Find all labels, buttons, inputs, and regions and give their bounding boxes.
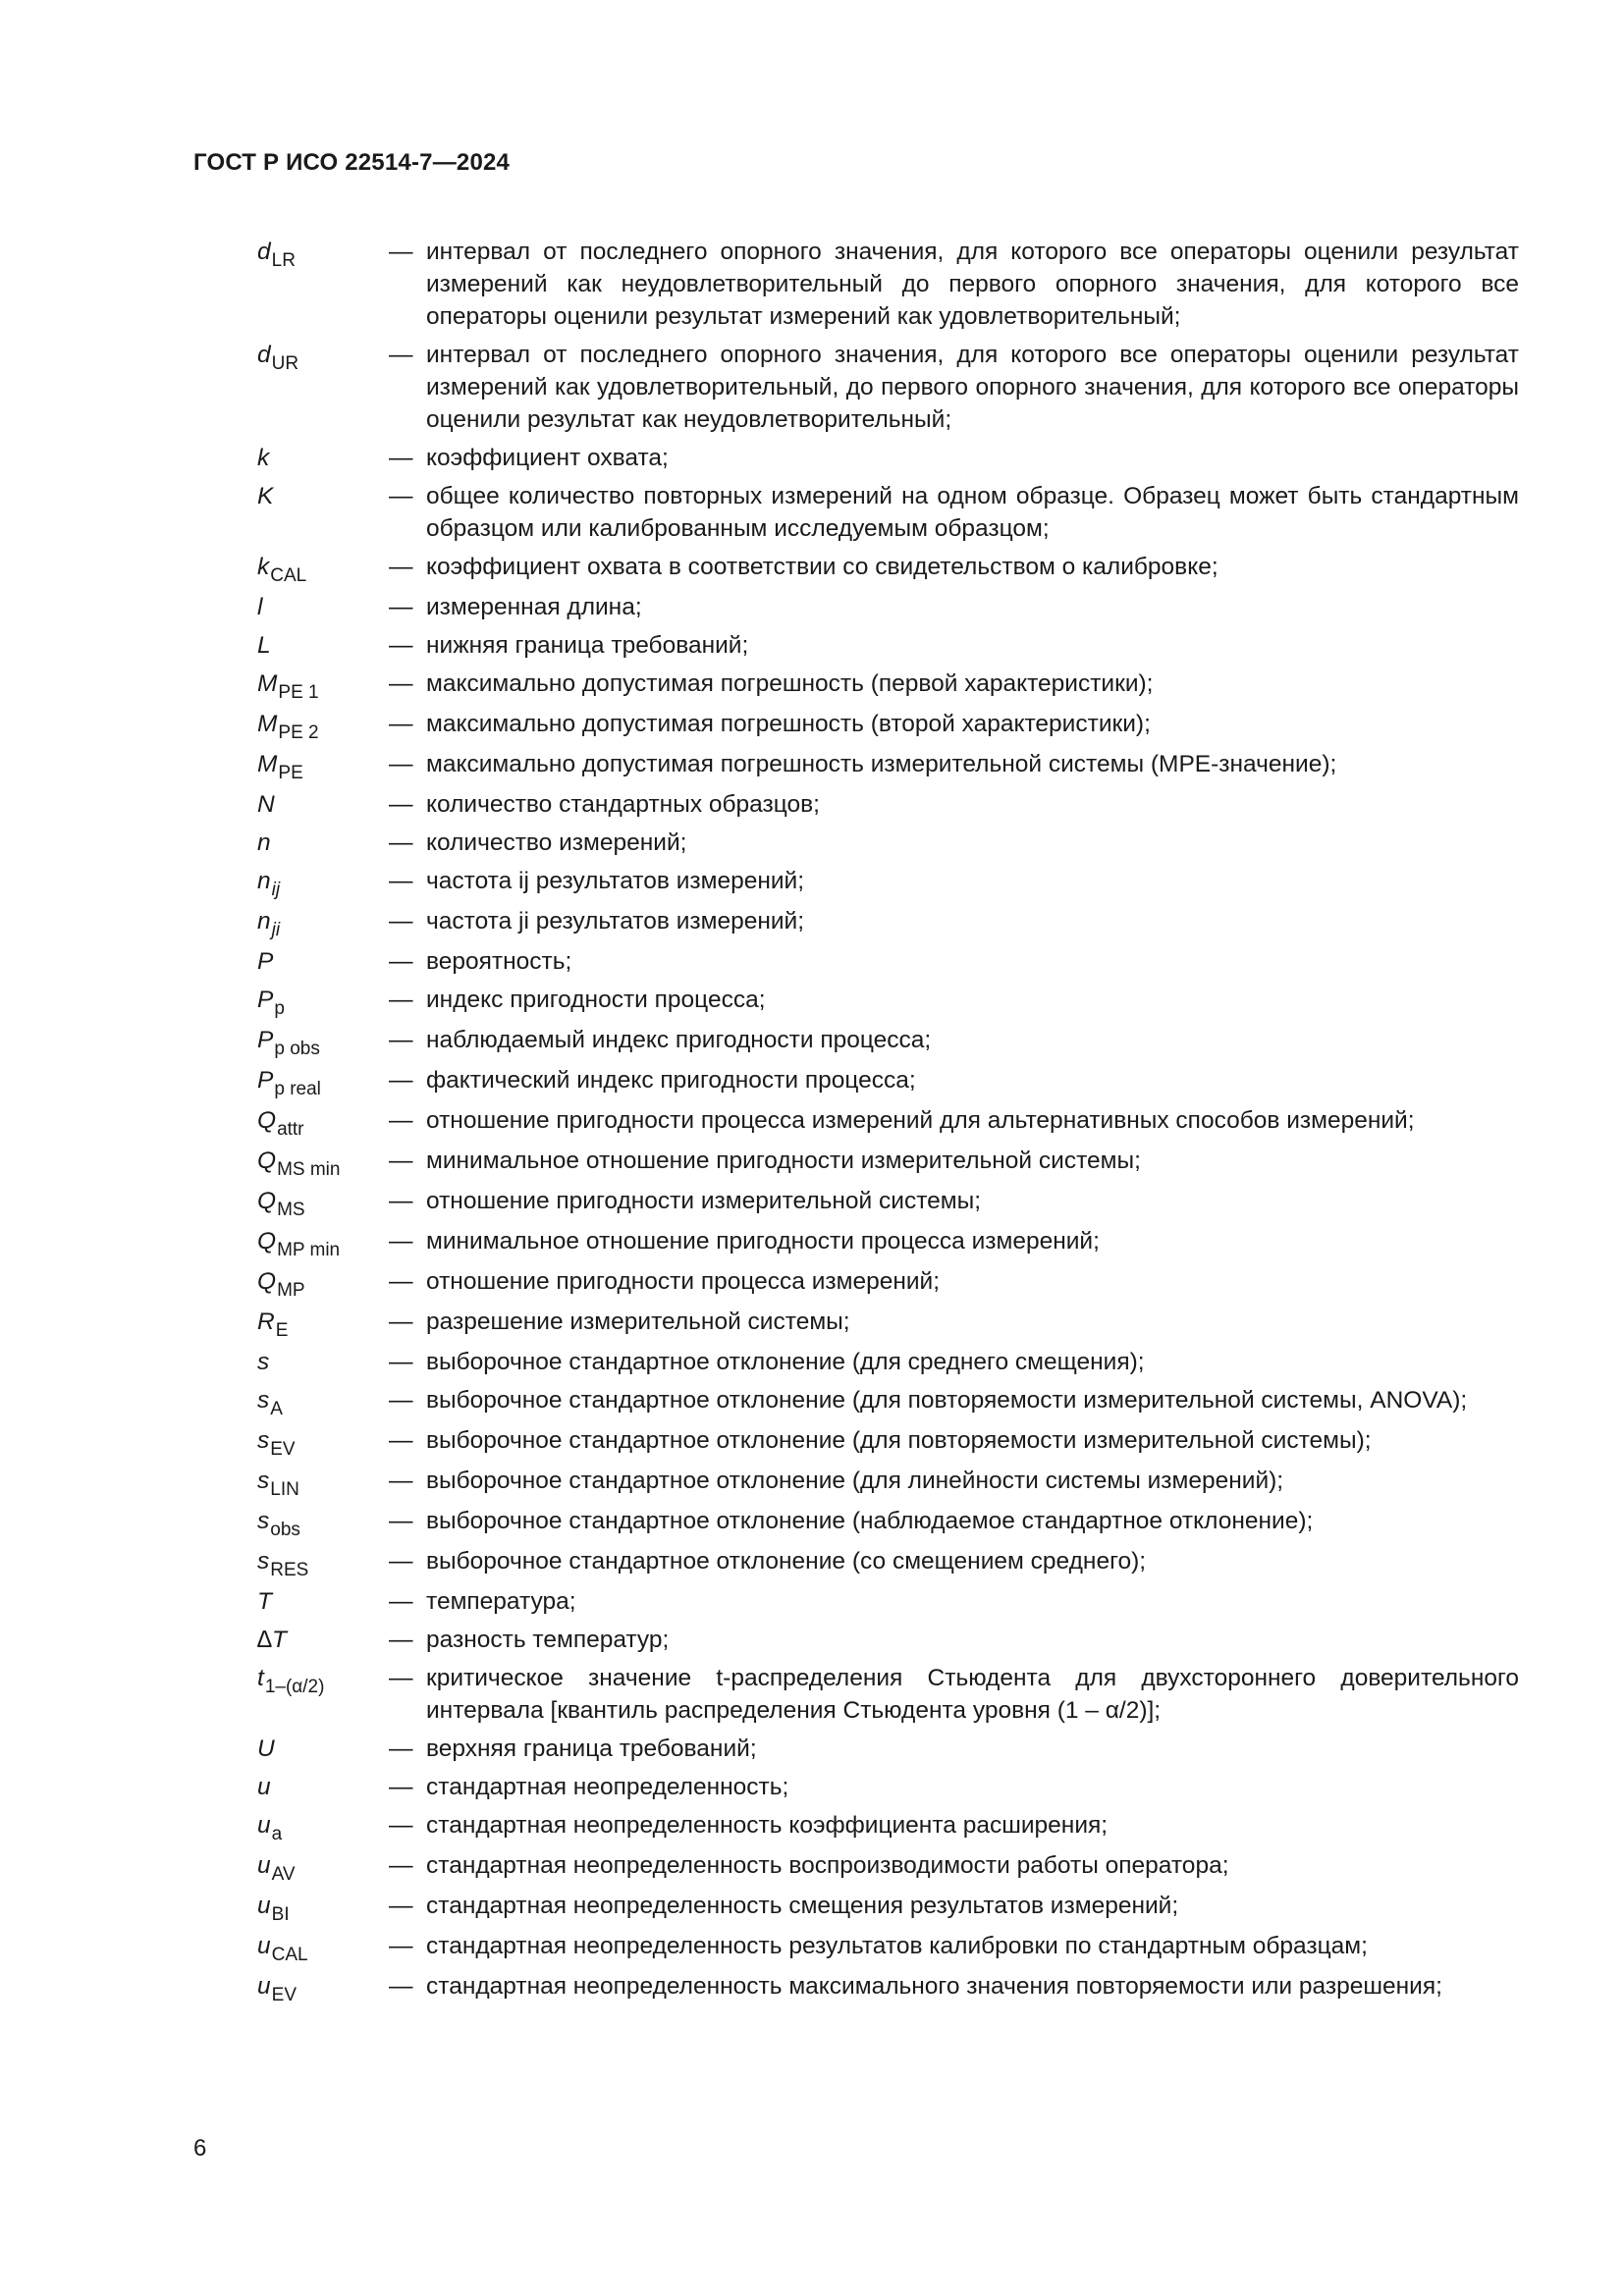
definition-text: критическое значение t-распределения Стьюдента для двухстороннего доверительного интервала [квантиль распределения Стьюдента уровня (1 – α/2)]; — [426, 1665, 1519, 1724]
definition-row — [257, 905, 1519, 939]
em-dash: — — [389, 908, 413, 934]
em-dash: — — [389, 1893, 413, 1919]
symbol-base: R — [257, 1308, 275, 1335]
definition-text: стандартная неопределенность; — [426, 1774, 789, 1800]
definition-text: наблюдаемый индекс пригодности процесса; — [426, 1027, 932, 1053]
definition-text: разрешение измерительной системы; — [426, 1308, 850, 1335]
symbol-base: Q — [257, 1268, 277, 1295]
symbol-base: N — [257, 791, 275, 818]
symbol-base: M — [257, 711, 278, 737]
definition-row — [257, 1930, 1519, 1964]
em-dash: — — [389, 829, 413, 856]
symbol-subscript: UR — [271, 353, 299, 374]
symbol-base: l — [257, 594, 263, 620]
em-dash: — — [389, 1067, 413, 1094]
em-dash: — — [389, 1735, 413, 1762]
definition-text: минимальное отношение пригодности измерительной системы; — [426, 1148, 1141, 1174]
em-dash: — — [389, 987, 413, 1013]
symbol-subscript: p — [274, 998, 285, 1019]
definition-text: максимально допустимая погрешность (первой характеристики); — [426, 670, 1154, 697]
definition-row — [257, 236, 1519, 333]
symbol — [257, 1771, 389, 1803]
definition-row — [257, 1185, 1519, 1219]
definition-row — [257, 1306, 1519, 1340]
symbol-subscript: EV — [270, 1439, 296, 1460]
symbol-subscript: PE 2 — [278, 722, 319, 743]
definition-row — [257, 865, 1519, 899]
definition-row — [257, 945, 1519, 978]
symbol-base: P — [257, 1027, 274, 1053]
symbol — [257, 1545, 389, 1579]
symbol — [257, 1465, 389, 1499]
symbol-base: u — [257, 1812, 271, 1839]
symbol — [257, 1849, 389, 1884]
definition-text: выборочное стандартное отклонение (наблюдаемое стандартное отклонение); — [426, 1508, 1314, 1534]
em-dash: — — [389, 1973, 413, 2000]
symbol — [257, 865, 389, 899]
definition-text: стандартная неопределенность максимального значения повторяемости или разрешения; — [426, 1973, 1442, 2000]
symbol-base: d — [257, 239, 271, 265]
em-dash: — — [389, 1812, 413, 1839]
symbol — [257, 629, 389, 662]
definition-text: разность температур; — [426, 1627, 670, 1653]
em-dash: — — [389, 483, 413, 509]
em-dash: — — [389, 1588, 413, 1615]
definition-row — [257, 984, 1519, 1018]
symbol-base: M — [257, 751, 278, 777]
symbol — [257, 984, 389, 1018]
symbol — [257, 667, 389, 702]
symbol-base: u — [257, 1893, 271, 1919]
symbol-subscript: E — [275, 1320, 289, 1341]
symbol-base: u — [257, 1933, 271, 1959]
definition-text: стандартная неопределенность смещения результатов измерений; — [426, 1893, 1179, 1919]
symbol-subscript: attr — [277, 1119, 304, 1140]
symbol-subscript: p obs — [274, 1039, 320, 1059]
definition-row — [257, 339, 1519, 436]
em-dash: — — [389, 445, 413, 471]
definition-row — [257, 551, 1519, 585]
symbol-subscript: A — [270, 1399, 283, 1419]
definition-row — [257, 629, 1519, 662]
definition-text: стандартная неопределенность результатов калибровки по стандартным образцам; — [426, 1933, 1368, 1959]
definition-text: выборочное стандартное отклонение (со смещением среднего); — [426, 1548, 1147, 1575]
definition-row — [257, 1624, 1519, 1656]
definition-text: измеренная длина; — [426, 594, 642, 620]
em-dash: — — [389, 1188, 413, 1214]
symbol-subscript: PE — [278, 763, 303, 783]
symbol — [257, 1733, 389, 1765]
em-dash: — — [389, 1427, 413, 1454]
symbol-base: P — [257, 987, 274, 1013]
symbol-subscript: p real — [274, 1079, 321, 1099]
definition-row — [257, 1970, 1519, 2004]
symbol — [257, 480, 389, 512]
symbol-subscript: a — [271, 1824, 283, 1844]
symbol-base: s — [257, 1427, 270, 1454]
definition-text: стандартная неопределенность коэффициента расширения; — [426, 1812, 1109, 1839]
em-dash: — — [389, 1548, 413, 1575]
definition-row — [257, 1424, 1519, 1459]
symbol-subscript: ij — [271, 880, 281, 900]
definition-text: интервал от последнего опорного значения, для которого все операторы оценили результат измерений как неудовлетворительный до первого опорного значения, для которого все операторы оценили результат измерений как удовлетворительный; — [426, 239, 1519, 330]
definition-text: минимальное отношение пригодности процесса измерений; — [426, 1228, 1100, 1255]
definition-text: верхняя граница требований; — [426, 1735, 757, 1762]
symbol-base: s — [257, 1349, 270, 1375]
em-dash: — — [389, 868, 413, 894]
symbol — [257, 1809, 389, 1843]
definition-row — [257, 1024, 1519, 1058]
symbol-subscript: LR — [271, 250, 296, 271]
symbol-subscript: PE 1 — [278, 682, 319, 703]
symbol-subscript: LIN — [270, 1479, 299, 1500]
em-dash: — — [389, 1107, 413, 1134]
definition-row — [257, 591, 1519, 623]
symbol — [257, 1024, 389, 1058]
definition-text: нижняя граница требований; — [426, 632, 749, 659]
definition-text: частота ji результатов измерений; — [426, 908, 805, 934]
symbol-base: t — [257, 1665, 264, 1691]
symbol-base: n — [257, 829, 271, 856]
definition-text: отношение пригодности процесса измерений для альтернативных способов измерений; — [426, 1107, 1415, 1134]
definition-text: максимально допустимая погрешность измерительной системы (MPE-значение); — [426, 751, 1337, 777]
definition-row — [257, 1384, 1519, 1418]
definition-text: выборочное стандартное отклонение (для повторяемости измерительной системы); — [426, 1427, 1372, 1454]
em-dash: — — [389, 1468, 413, 1494]
definition-row — [257, 1585, 1519, 1618]
definition-text: максимально допустимая погрешность (второй характеристики); — [426, 711, 1151, 737]
symbol-base: L — [257, 632, 271, 659]
definition-row — [257, 1225, 1519, 1259]
em-dash: — — [389, 239, 413, 265]
em-dash: — — [389, 1852, 413, 1879]
definition-text: выборочное стандартное отклонение (для линейности системы измерений); — [426, 1468, 1284, 1494]
em-dash: — — [389, 632, 413, 659]
symbol-base: n — [257, 868, 271, 894]
symbol — [257, 1930, 389, 1964]
symbol-subscript: MP min — [277, 1240, 341, 1260]
definition-text: фактический индекс пригодности процесса; — [426, 1067, 916, 1094]
symbol-base: P — [257, 948, 274, 975]
symbol — [257, 1185, 389, 1219]
symbol — [257, 1424, 389, 1459]
symbol — [257, 827, 389, 859]
em-dash: — — [389, 1774, 413, 1800]
symbol — [257, 1104, 389, 1139]
em-dash: — — [389, 1268, 413, 1295]
symbol — [257, 1064, 389, 1098]
symbol-base: u — [257, 1774, 271, 1800]
symbol — [257, 905, 389, 939]
symbol — [257, 1306, 389, 1340]
em-dash: — — [389, 711, 413, 737]
definition-row — [257, 1145, 1519, 1179]
symbol-base: Q — [257, 1148, 277, 1174]
symbol-subscript: obs — [270, 1520, 300, 1540]
symbol-base: Q — [257, 1188, 277, 1214]
symbol — [257, 788, 389, 821]
definition-row — [257, 1849, 1519, 1884]
symbol — [257, 1346, 389, 1378]
symbol-subscript: RES — [270, 1560, 309, 1580]
definition-row — [257, 1771, 1519, 1803]
definition-row — [257, 827, 1519, 859]
symbol — [257, 591, 389, 623]
definition-row — [257, 708, 1519, 742]
definition-row — [257, 1104, 1519, 1139]
symbol — [257, 1585, 389, 1618]
symbol — [257, 708, 389, 742]
em-dash: — — [389, 1349, 413, 1375]
symbol-base: ∆T — [257, 1627, 287, 1653]
definition-text: интервал от последнего опорного значения, для которого все операторы оценили результат измерений как удовлетворительный, до первого опорного значения, для которого все операторы оценили результат как неудовлетворительный; — [426, 342, 1519, 433]
definition-text: коэффициент охвата; — [426, 445, 669, 471]
symbol — [257, 1145, 389, 1179]
symbol-base: u — [257, 1852, 271, 1879]
definition-text: выборочное стандартное отклонение (для повторяемости измерительной системы, ANOVA); — [426, 1387, 1468, 1414]
symbol — [257, 1265, 389, 1300]
symbol-base: T — [257, 1588, 272, 1615]
symbol-base: M — [257, 670, 278, 697]
symbol — [257, 442, 389, 474]
em-dash: — — [389, 791, 413, 818]
em-dash: — — [389, 554, 413, 580]
em-dash: — — [389, 670, 413, 697]
definition-text: выборочное стандартное отклонение (для среднего смещения); — [426, 1349, 1145, 1375]
symbol-base: Q — [257, 1107, 277, 1134]
symbol — [257, 1505, 389, 1539]
definition-row — [257, 1346, 1519, 1378]
symbol-base: U — [257, 1735, 275, 1762]
symbol — [257, 236, 389, 270]
definition-text: отношение пригодности измерительной системы; — [426, 1188, 982, 1214]
symbol-base: P — [257, 1067, 274, 1094]
symbol — [257, 748, 389, 782]
symbol-subscript: AV — [271, 1864, 296, 1885]
symbol — [257, 1225, 389, 1259]
definition-row — [257, 1545, 1519, 1579]
definition-row — [257, 442, 1519, 474]
em-dash: — — [389, 1148, 413, 1174]
symbol-base: s — [257, 1468, 270, 1494]
symbol-definition-list — [257, 236, 1519, 2010]
symbol-subscript: BI — [271, 1904, 290, 1925]
symbol-subscript: MP — [277, 1280, 305, 1301]
symbol — [257, 1662, 389, 1696]
symbol-subscript: CAL — [271, 1945, 308, 1965]
document-title: ГОСТ Р ИСО 22514-7—2024 — [193, 149, 511, 176]
symbol-subscript: MS — [277, 1200, 305, 1220]
symbol — [257, 1624, 389, 1656]
em-dash: — — [389, 1308, 413, 1335]
definition-text: вероятность; — [426, 948, 572, 975]
definition-text: отношение пригодности процесса измерений; — [426, 1268, 941, 1295]
definition-row — [257, 480, 1519, 545]
symbol-base: s — [257, 1548, 270, 1575]
definition-text: количество стандартных образцов; — [426, 791, 820, 818]
symbol-base: K — [257, 483, 274, 509]
definition-row — [257, 1265, 1519, 1300]
symbol-base: k — [257, 554, 270, 580]
definition-text: индекс пригодности процесса; — [426, 987, 766, 1013]
symbol — [257, 551, 389, 585]
symbol-base: k — [257, 445, 270, 471]
em-dash: — — [389, 1228, 413, 1255]
em-dash: — — [389, 1933, 413, 1959]
symbol-subscript: EV — [271, 1985, 297, 2005]
definition-row — [257, 1505, 1519, 1539]
em-dash: — — [389, 751, 413, 777]
definition-text: частота ij результатов измерений; — [426, 868, 805, 894]
symbol-base: d — [257, 342, 271, 368]
definition-row — [257, 1465, 1519, 1499]
definition-row — [257, 1064, 1519, 1098]
em-dash: — — [389, 594, 413, 620]
em-dash: — — [389, 1027, 413, 1053]
symbol-subscript: ji — [271, 920, 281, 940]
symbol-subscript: 1–(α/2) — [264, 1677, 325, 1697]
symbol-subscript: MS min — [277, 1159, 341, 1180]
symbol — [257, 1384, 389, 1418]
em-dash: — — [389, 1508, 413, 1534]
definition-row — [257, 1890, 1519, 1924]
symbol-base: u — [257, 1973, 271, 2000]
symbol — [257, 339, 389, 373]
em-dash: — — [389, 948, 413, 975]
symbol — [257, 945, 389, 978]
symbol-subscript: CAL — [270, 565, 307, 586]
em-dash: — — [389, 1387, 413, 1414]
definition-row — [257, 788, 1519, 821]
definition-row — [257, 1733, 1519, 1765]
definition-text: коэффициент охвата в соответствии со свидетельством о калибровке; — [426, 554, 1218, 580]
definition-row — [257, 667, 1519, 702]
symbol — [257, 1890, 389, 1924]
definition-text: количество измерений; — [426, 829, 687, 856]
em-dash: — — [389, 342, 413, 368]
page-number: 6 — [193, 2135, 207, 2162]
symbol-base: s — [257, 1387, 270, 1414]
definition-text: температура; — [426, 1588, 576, 1615]
definition-row — [257, 1662, 1519, 1727]
definition-row — [257, 1809, 1519, 1843]
symbol-base: n — [257, 908, 271, 934]
definition-text: общее количество повторных измерений на одном образце. Образец может быть стандартным образцом или калиброванным исследуемым образцом; — [426, 483, 1519, 542]
symbol-base: Q — [257, 1228, 277, 1255]
definition-text: стандартная неопределенность воспроизводимости работы оператора; — [426, 1852, 1229, 1879]
symbol — [257, 1970, 389, 2004]
symbol-base: s — [257, 1508, 270, 1534]
definition-row — [257, 748, 1519, 782]
em-dash: — — [389, 1665, 413, 1691]
em-dash: — — [389, 1627, 413, 1653]
